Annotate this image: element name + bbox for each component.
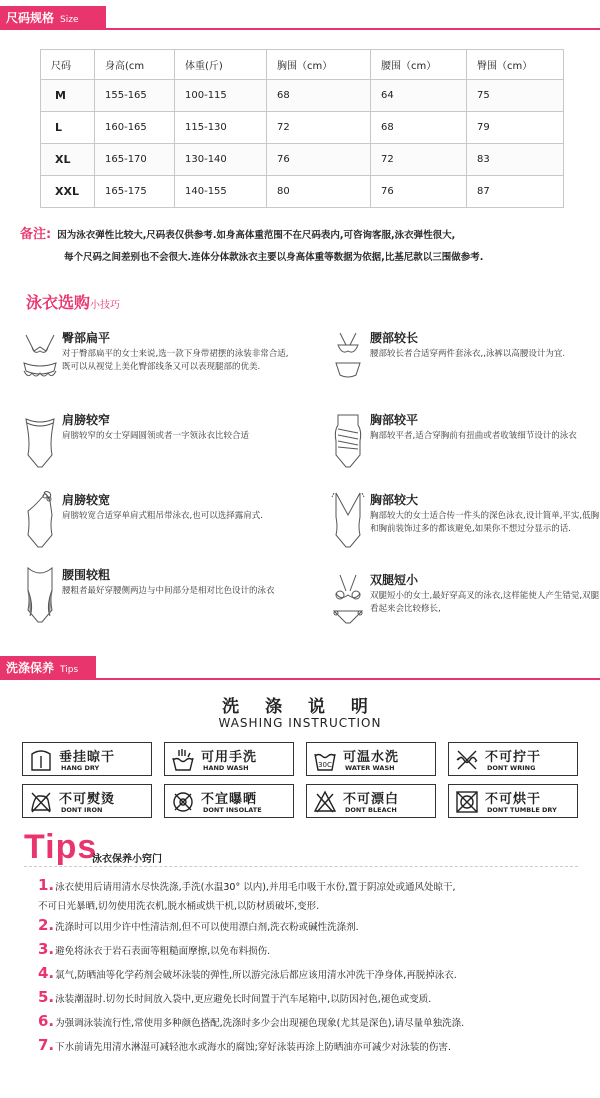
item-number: 1.	[38, 876, 55, 894]
svg-text:30C: 30C	[318, 761, 332, 769]
item-number: 3.	[38, 940, 55, 958]
tip-desc: 胸部较平者,适合穿胸前有扭曲或者收皱细节设计的泳衣	[370, 431, 577, 441]
hip-cell: 79	[467, 112, 564, 144]
item-text: 为强调泳装流行性,常使用多种颜色搭配,洗涤时多少会出现褪色现象(尤其是深色),请尽量单独洗涤.	[55, 1018, 465, 1029]
wash-label-en: DONT TUMBLE DRY	[487, 806, 557, 814]
item-text: 洗涤时可以用少许中性清洁剂,但不可以使用漂白剂,洗衣粉或碱性洗涤剂.	[55, 922, 359, 933]
list-item	[38, 942, 270, 959]
height-cell: 155-165	[95, 80, 175, 112]
header-cell: 胸围（cm）	[267, 50, 371, 80]
note-line-1: 因为泳衣弹性比较大,尺码表仅供参考.如身高体重范围不在尺码表内,可咨询客服,泳衣弹性很大,	[57, 230, 456, 241]
choose-title-main: 泳衣选购	[26, 293, 91, 312]
tip-desc: 肩膀较窄的女士穿阔圆领或者一字领泳衣比较合适	[62, 431, 250, 441]
size-cell: XL	[41, 144, 95, 176]
weight-cell: 100-115	[175, 80, 267, 112]
weight-cell: 130-140	[175, 144, 267, 176]
hip-cell: 87	[467, 176, 564, 208]
waist-cell: 72	[371, 144, 467, 176]
weight-cell: 140-155	[175, 176, 267, 208]
no-wring-icon	[455, 748, 479, 772]
height-cell: 165-170	[95, 144, 175, 176]
item-number: 7.	[38, 1036, 55, 1054]
section-divider	[0, 678, 600, 680]
bandeau-swimsuit-icon	[18, 411, 62, 471]
bust-cell: 76	[267, 144, 371, 176]
item-number: 6.	[38, 1012, 55, 1030]
wash-heading: 洗 涤 说 明	[222, 697, 378, 717]
waist-cell: 68	[371, 112, 467, 144]
size-section-tab	[0, 6, 106, 30]
choose-title-small: 小技巧	[90, 300, 121, 311]
one-shoulder-swimsuit-icon	[18, 491, 62, 551]
bust-cell: 72	[267, 112, 371, 144]
ruffle-bikini-icon	[18, 329, 62, 389]
size-note	[20, 224, 590, 269]
wash-section-subtitle: Tips	[60, 665, 79, 675]
list-item	[38, 900, 319, 914]
tip-desc: 肩膀较宽合适穿单肩式粗吊带泳衣,也可以选择露肩式.	[62, 511, 263, 521]
list-item	[38, 1014, 464, 1031]
tip-title: 肩膀较宽	[62, 493, 111, 507]
wash-symbol	[22, 784, 152, 818]
item-number: 4.	[38, 964, 55, 982]
note-label: 备注:	[20, 227, 52, 242]
size-cell: XXL	[41, 176, 95, 208]
tip-desc: 腰部较长者合适穿两件套泳衣,,泳裤以高腰设计为宜.	[370, 349, 566, 359]
wash-section-tab	[0, 656, 96, 680]
wash-label: 不可熨烫	[59, 792, 116, 807]
wash-section-header	[0, 656, 600, 680]
wash-symbol	[306, 742, 436, 776]
waist-cell: 64	[371, 80, 467, 112]
header-cell: 体重(斤)	[175, 50, 267, 80]
tip-title: 胸部较平	[370, 413, 419, 427]
height-cell: 160-165	[95, 112, 175, 144]
tip-desc: 腰粗者最好穿腰侧两边与中间部分是相对比色设计的泳衣	[62, 586, 275, 596]
tip-desc: 双腿短小的女士,最好穿高叉的泳衣,这样能使人产生错觉,双腿看起来会比较修长,	[370, 591, 600, 614]
tip-title: 双腿短小	[370, 573, 419, 587]
no-sun-icon	[171, 790, 195, 814]
list-item	[38, 966, 457, 983]
item-text: 不可日光暴晒,切勿使用洗衣机,脱水桶或烘干机,以防材质破坏,变形.	[38, 901, 320, 912]
wash-symbol	[448, 742, 578, 776]
item-number: 5.	[38, 988, 55, 1006]
tips-subheading: 泳衣保养小窍门	[92, 854, 162, 865]
size-cell: M	[41, 80, 95, 112]
list-item	[38, 918, 359, 935]
item-text: 泳装潮湿时.切勿长时间放入袋中,更应避免长时间置于汽车尾箱中,以防因衬色,褪色或变质.	[55, 994, 432, 1005]
hand-wash-icon	[171, 748, 195, 772]
header-cell: 腰围（cm）	[371, 50, 467, 80]
table-row	[41, 80, 564, 112]
tip-desc: 胸部较大的女士适合传一件头的深色泳衣,设计简单,平实,低胸和胸前装饰过多的都该避免,如果你不想过分显示的话.	[370, 511, 600, 534]
header-cell: 身高(cm	[95, 50, 175, 80]
list-item	[38, 878, 456, 895]
item-number: 2.	[38, 916, 55, 934]
tips-heading: Tips	[24, 828, 98, 866]
header-cell: 臀围（cm）	[467, 50, 564, 80]
ruched-swimsuit-icon	[326, 411, 370, 471]
v-neck-swimsuit-icon	[326, 491, 370, 551]
wash-label: 可用手洗	[201, 750, 258, 765]
height-cell: 165-175	[95, 176, 175, 208]
wash-label: 可温水洗	[343, 750, 400, 765]
tip-title: 胸部较大	[370, 493, 419, 507]
size-cell: L	[41, 112, 95, 144]
list-item	[38, 990, 431, 1007]
wash-label-en: DONT INSOLATE	[203, 806, 262, 814]
bust-cell: 80	[267, 176, 371, 208]
size-table	[40, 49, 564, 208]
size-section-subtitle: Size	[60, 15, 79, 25]
halter-bikini-icon	[326, 329, 370, 389]
tips-divider	[24, 866, 578, 867]
wash-label: 不可漂白	[343, 792, 400, 807]
wash-label-en: HAND WASH	[203, 764, 249, 772]
wash-section-title: 洗涤保养	[6, 661, 55, 675]
tip-title: 肩膀较窄	[62, 413, 111, 427]
weight-cell: 115-130	[175, 112, 267, 144]
water-wash-30-icon	[313, 748, 337, 772]
section-divider	[0, 28, 600, 30]
size-table-header-row	[41, 50, 564, 80]
wash-symbol	[22, 742, 152, 776]
hip-cell: 83	[467, 144, 564, 176]
wash-symbol	[448, 784, 578, 818]
no-tumble-dry-icon	[455, 790, 479, 814]
size-section-title: 尺码规格	[6, 11, 55, 25]
list-item	[38, 1038, 451, 1055]
wash-label-en: DONT IRON	[61, 806, 103, 814]
hip-cell: 75	[467, 80, 564, 112]
item-text: 下水前请先用清水淋湿可减轻池水或海水的腐蚀;穿好泳装再涂上防晒油亦可减少对泳装的伤害.	[55, 1042, 451, 1053]
wash-symbol	[306, 784, 436, 818]
table-row	[41, 176, 564, 208]
no-iron-icon	[29, 790, 53, 814]
hang-dry-icon	[29, 748, 53, 772]
wash-label: 不宜曝晒	[201, 792, 258, 807]
item-text: 氯气,防晒油等化学药剂会破坏泳装的弹性,所以游完泳后都应该用清水冲洗干净身体,再脱掉泳衣.	[55, 970, 457, 981]
wash-label-en: HANG DRY	[61, 764, 100, 772]
header-cell: 尺码	[41, 50, 95, 80]
item-text: 泳衣使用后请用清水尽快洗涤,手洗(水温30° 以内),并用毛巾吸干水份,置于阴凉处或通风处晾干,	[55, 882, 456, 893]
wash-label-en: DONT WRING	[487, 764, 536, 772]
tip-desc: 对于臀部扁平的女士来说,选一款下身带裙摆的泳装非常合适,既可以从视觉上美化臀部线条又可以表现腿部的优美.	[62, 349, 289, 372]
table-row	[41, 112, 564, 144]
wash-label: 不可拧干	[485, 750, 542, 765]
tip-title: 腰围较粗	[62, 568, 111, 582]
wash-label: 不可烘干	[485, 792, 542, 807]
item-text: 避免将泳衣于岩石表面等粗糙面摩擦,以免布料损伤.	[55, 946, 271, 957]
note-line-2: 每个尺码之间差别也不会很大.连体分体款泳衣主要以身高体重等数据为依据,比基尼款以三围做参考.	[64, 252, 484, 263]
wash-label-en: DONT BLEACH	[345, 806, 397, 814]
triangle-bikini-icon	[326, 571, 370, 631]
wash-symbol	[164, 784, 294, 818]
waist-cell: 76	[371, 176, 467, 208]
wash-label-en: WATER WASH	[345, 764, 395, 772]
wash-heading-en: WASHING INSTRUCTION	[218, 716, 382, 730]
no-bleach-icon	[313, 790, 337, 814]
tip-title: 臀部扁平	[62, 331, 111, 345]
tip-title: 腰部较长	[370, 331, 419, 345]
table-row	[41, 144, 564, 176]
size-section-header	[0, 6, 600, 30]
wash-label: 垂挂晾干	[59, 750, 116, 765]
tank-swimsuit-icon	[18, 566, 62, 626]
wash-symbol	[164, 742, 294, 776]
choose-title	[26, 290, 120, 313]
bust-cell: 68	[267, 80, 371, 112]
